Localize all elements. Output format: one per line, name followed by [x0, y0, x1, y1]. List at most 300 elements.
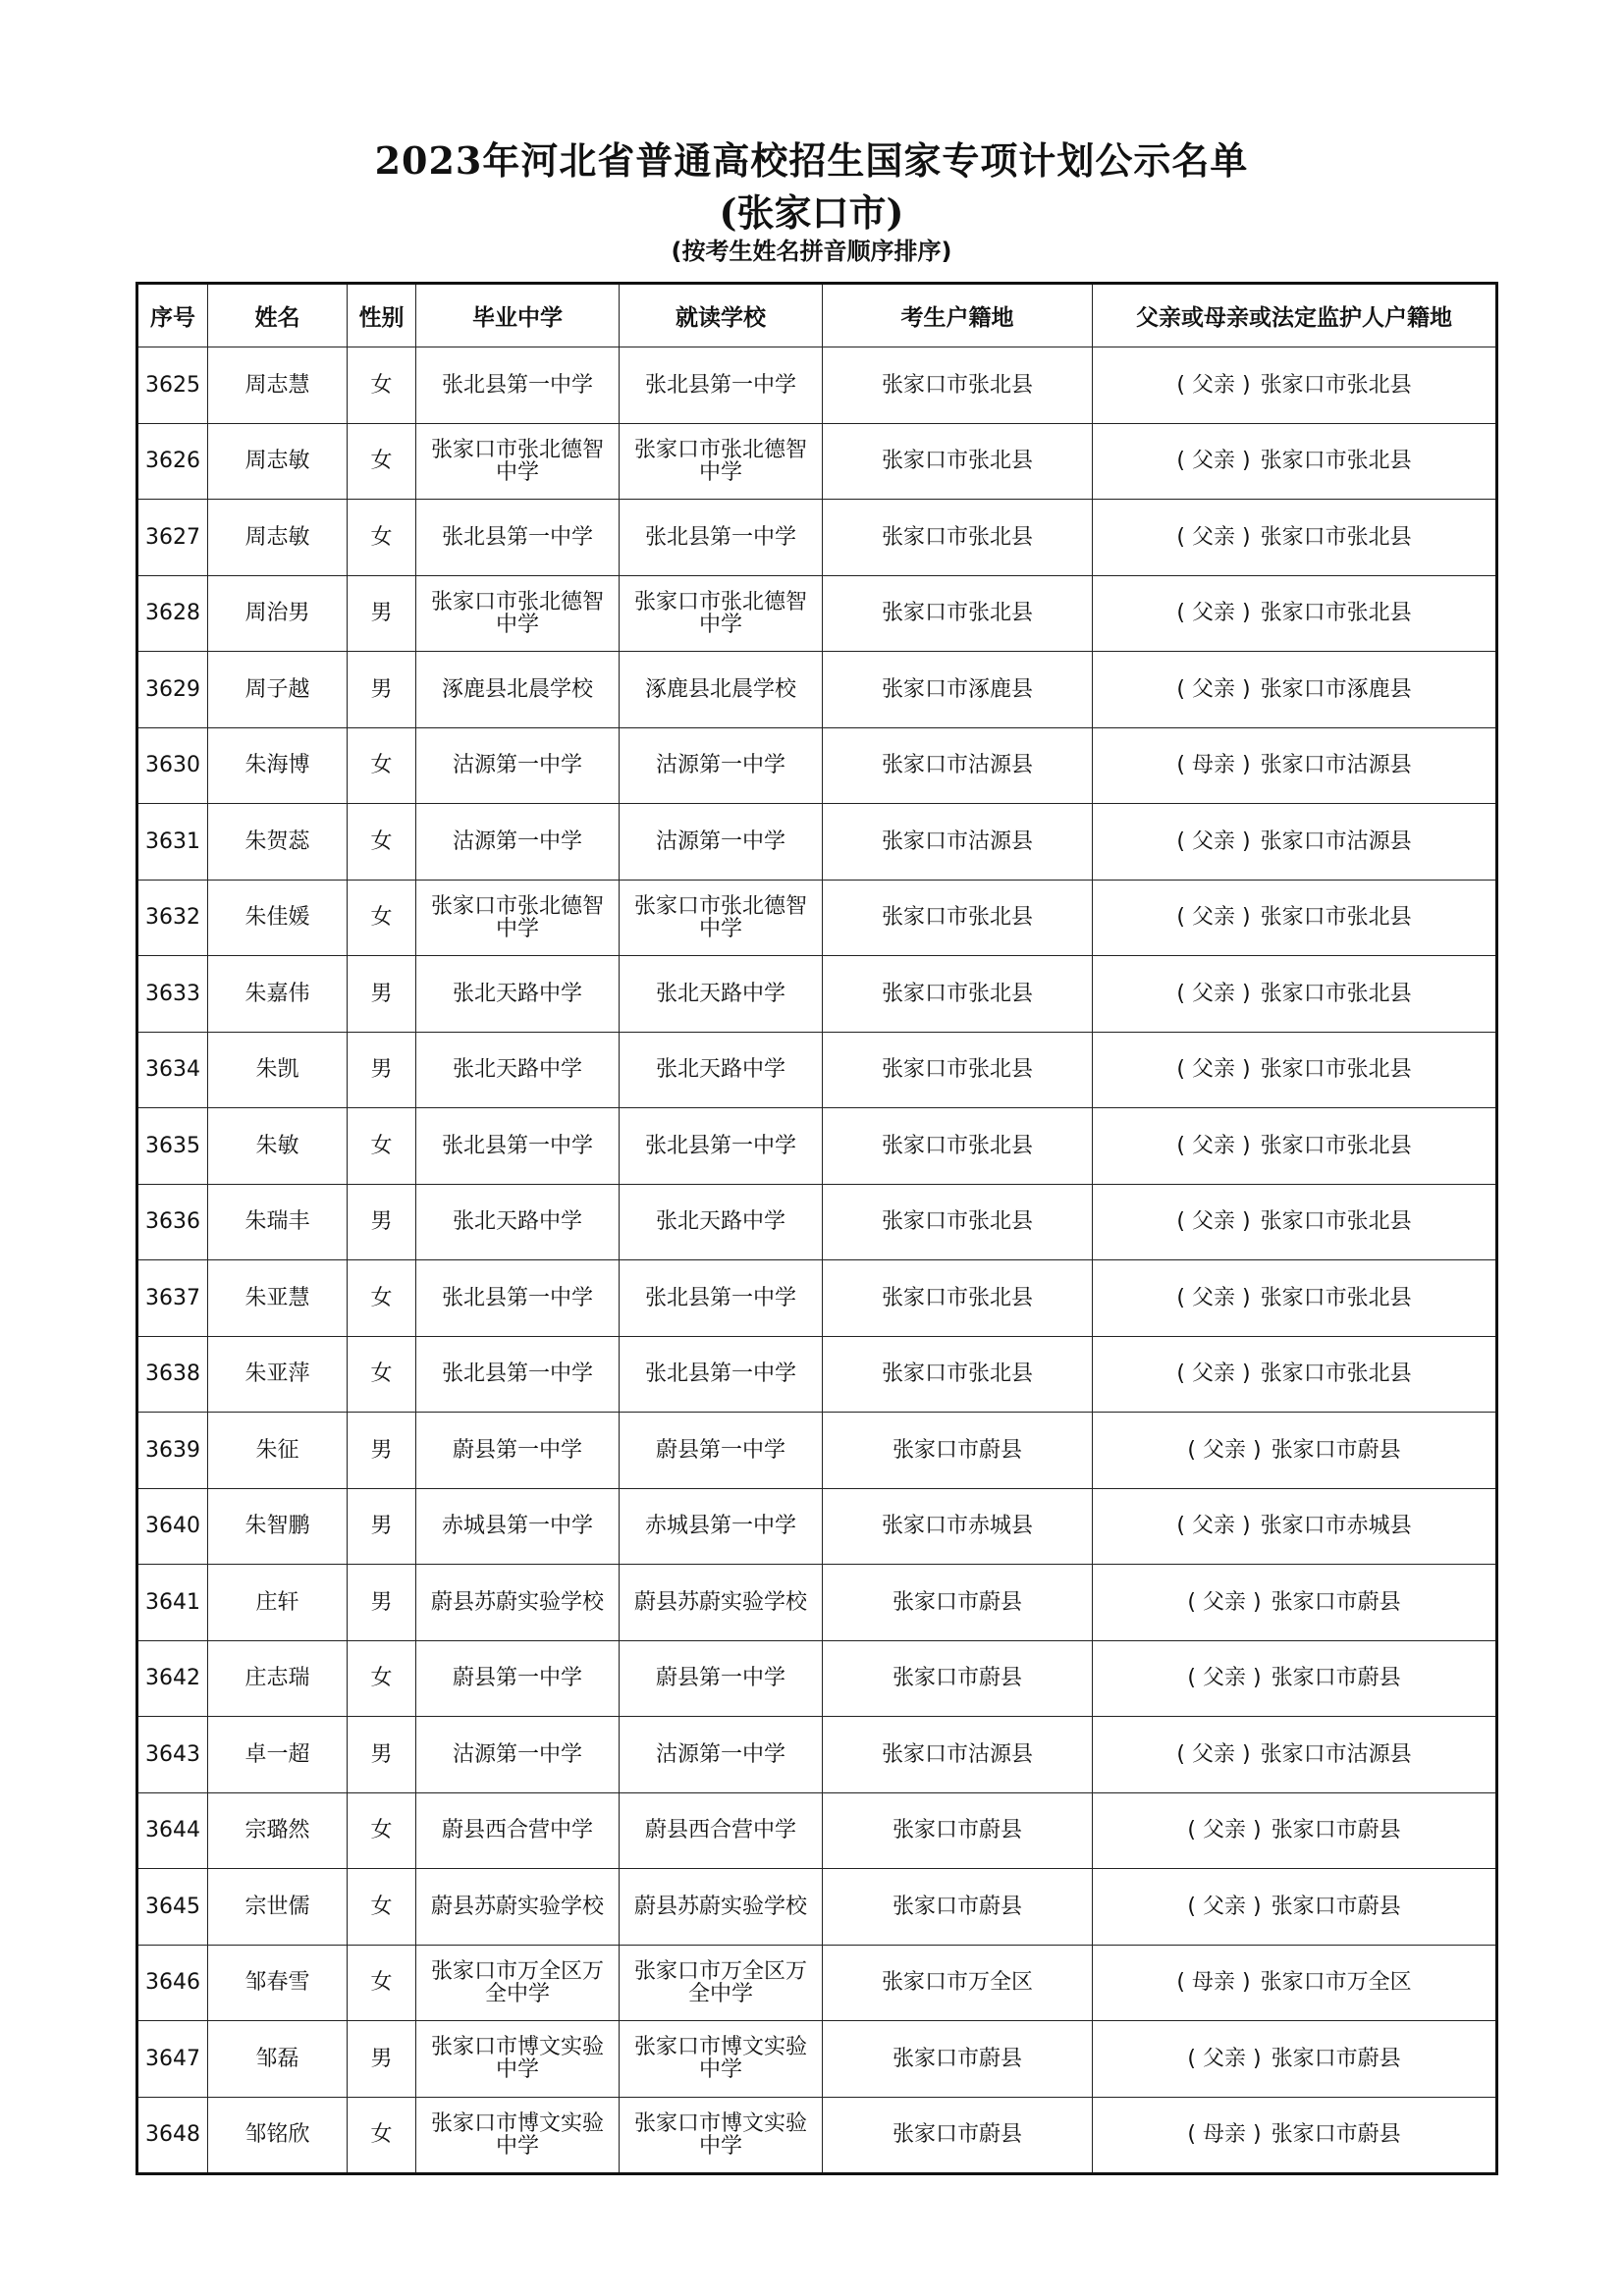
grad-school-cell-text: 张家口市张北德智中学 [430, 893, 604, 941]
gender-cell: 男 [348, 956, 416, 1033]
table-row [137, 1336, 1497, 1413]
current-school-cell-text: 沽源第一中学 [655, 753, 785, 778]
domicile-cell: 张家口市张北县 [823, 1108, 1093, 1185]
name-cell: 宗世儒 [208, 1869, 348, 1946]
grad-school-cell-text: 沽源第一中学 [452, 1741, 582, 1767]
guardian-domicile-cell [1093, 423, 1497, 500]
domicile-cell: 张家口市蔚县 [823, 1869, 1093, 1946]
name-cell: 庄轩 [208, 1565, 348, 1641]
table-row [137, 2021, 1497, 2098]
guardian-domicile-cell [1093, 1260, 1497, 1337]
name-cell: 朱瑞丰 [208, 1184, 348, 1260]
seq-cell: 3639 [137, 1413, 208, 1489]
current-school-cell [620, 1792, 823, 1869]
grad-school-cell-text: 张北天路中学 [452, 1209, 582, 1235]
name-cell: 卓一超 [208, 1717, 348, 1793]
name-cell: 朱海博 [208, 727, 348, 804]
guardian-domicile-cell [1093, 804, 1497, 881]
current-school-cell-text: 张家口市张北德智中学 [633, 589, 807, 637]
current-school-cell [620, 1184, 823, 1260]
table-row [137, 1260, 1497, 1337]
current-school-cell-text: 张北县第一中学 [644, 1133, 796, 1158]
name-cell: 朱敏 [208, 1108, 348, 1185]
domicile-cell: 张家口市张北县 [823, 423, 1093, 500]
domicile-cell: 张家口市蔚县 [823, 1792, 1093, 1869]
document-title: 2023年河北省普通高校招生国家专项计划公示名单 [374, 138, 1249, 183]
seq-cell: 3635 [137, 1108, 208, 1185]
grad-school-cell-text: 张北县第一中学 [441, 372, 593, 398]
name-cell: 朱凯 [208, 1032, 348, 1108]
grad-school-cell-text: 蔚县苏蔚实验学校 [430, 1894, 604, 1919]
current-school-cell [620, 575, 823, 652]
current-school-cell [620, 1869, 823, 1946]
gender-cell: 女 [348, 2097, 416, 2174]
grad-school-cell [416, 500, 620, 576]
seq-cell: 3638 [137, 1336, 208, 1413]
name-cell: 朱亚萍 [208, 1336, 348, 1413]
table-row [137, 956, 1497, 1033]
grad-school-cell [416, 1717, 620, 1793]
domicile-cell: 张家口市张北县 [823, 956, 1093, 1033]
grad-school-cell-text: 张北县第一中学 [441, 1362, 593, 1387]
guardian-relation: ( 父亲 ) [1176, 372, 1251, 398]
grad-school-cell [416, 1108, 620, 1185]
seq-cell: 3643 [137, 1717, 208, 1793]
grad-school-cell [416, 956, 620, 1033]
grad-school-cell [416, 1260, 620, 1337]
table-row [137, 2097, 1497, 2174]
name-cell: 朱智鹏 [208, 1488, 348, 1565]
guardian-domicile-cell [1093, 1184, 1497, 1260]
domicile-cell: 张家口市蔚县 [823, 2097, 1093, 2174]
current-school-cell [620, 1488, 823, 1565]
seq-cell: 3640 [137, 1488, 208, 1565]
table-row [137, 1717, 1497, 1793]
grad-school-cell [416, 1869, 620, 1946]
table-row [137, 347, 1497, 424]
gender-cell: 女 [348, 1945, 416, 2021]
header-name: 姓名 [208, 284, 348, 347]
guardian-place: 张家口市张北县 [1260, 981, 1412, 1006]
guardian-domicile-cell [1093, 652, 1497, 728]
seq-cell: 3627 [137, 500, 208, 576]
guardian-relation: ( 父亲 ) [1176, 1057, 1251, 1083]
current-school-cell [620, 2021, 823, 2098]
table-row [137, 575, 1497, 652]
current-school-cell-text: 涿鹿县北晨学校 [644, 676, 796, 702]
guardian-place: 张家口市张北县 [1260, 1133, 1412, 1158]
current-school-cell [620, 804, 823, 881]
guardian-relation: ( 父亲 ) [1176, 601, 1251, 626]
guardian-place: 张家口市沽源县 [1260, 828, 1412, 854]
guardian-place: 张家口市蔚县 [1271, 2046, 1401, 2071]
seq-cell: 3632 [137, 880, 208, 956]
guardian-relation: ( 父亲 ) [1176, 524, 1251, 550]
guardian-place: 张家口市蔚县 [1271, 1666, 1401, 1691]
guardian-domicile-cell [1093, 1869, 1497, 1946]
gender-cell: 男 [348, 1184, 416, 1260]
seq-cell: 3625 [137, 347, 208, 424]
name-cell: 邹春雪 [208, 1945, 348, 2021]
current-school-cell [620, 347, 823, 424]
gender-cell: 男 [348, 1413, 416, 1489]
table-row [137, 500, 1497, 576]
current-school-cell-text: 沽源第一中学 [655, 828, 785, 854]
grad-school-cell [416, 1640, 620, 1717]
table-row [137, 880, 1497, 956]
guardian-relation: ( 父亲 ) [1176, 1741, 1251, 1767]
current-school-cell-text: 赤城县第一中学 [644, 1514, 796, 1539]
grad-school-cell-text: 蔚县第一中学 [452, 1666, 582, 1691]
header-grad-school: 毕业中学 [416, 284, 620, 347]
table-row [137, 1945, 1497, 2021]
guardian-place: 张家口市张北县 [1260, 905, 1412, 931]
grad-school-cell [416, 1945, 620, 2021]
seq-cell: 3646 [137, 1945, 208, 2021]
guardian-place: 张家口市张北县 [1260, 524, 1412, 550]
current-school-cell [620, 1640, 823, 1717]
guardian-relation: ( 母亲 ) [1187, 2122, 1262, 2148]
seq-cell: 3641 [137, 1565, 208, 1641]
current-school-cell-text: 张北天路中学 [655, 1057, 785, 1083]
current-school-cell-text: 蔚县苏蔚实验学校 [633, 1894, 807, 1919]
current-school-cell [620, 1565, 823, 1641]
current-school-cell [620, 1032, 823, 1108]
table-row [137, 1869, 1497, 1946]
grad-school-cell [416, 880, 620, 956]
grad-school-cell [416, 1336, 620, 1413]
table-row [137, 652, 1497, 728]
table-row [137, 804, 1497, 881]
grad-school-cell-text: 张北天路中学 [452, 1057, 582, 1083]
current-school-cell-text: 蔚县苏蔚实验学校 [633, 1589, 807, 1615]
grad-school-cell-text: 张家口市博文实验中学 [430, 2110, 604, 2159]
guardian-place: 张家口市张北县 [1260, 372, 1412, 398]
table-row [137, 1488, 1497, 1565]
grad-school-cell-text: 张家口市博文实验中学 [430, 2035, 604, 2083]
gender-cell: 女 [348, 804, 416, 881]
guardian-relation: ( 母亲 ) [1176, 1970, 1251, 1996]
header-row [137, 284, 1497, 347]
guardian-place: 张家口市张北县 [1260, 449, 1412, 474]
guardian-relation: ( 父亲 ) [1187, 1894, 1262, 1919]
header-current-school: 就读学校 [620, 284, 823, 347]
current-school-cell-text: 张北县第一中学 [644, 1285, 796, 1310]
current-school-cell [620, 1336, 823, 1413]
current-school-cell [620, 2097, 823, 2174]
guardian-place: 张家口市张北县 [1260, 1362, 1412, 1387]
guardian-domicile-cell [1093, 956, 1497, 1033]
current-school-cell [620, 423, 823, 500]
grad-school-cell [416, 2097, 620, 2174]
table-row [137, 1413, 1497, 1489]
grad-school-cell-text: 张北县第一中学 [441, 1133, 593, 1158]
current-school-cell-text: 张家口市张北德智中学 [633, 437, 807, 485]
grad-school-cell-text: 张家口市万全区万全中学 [430, 1958, 604, 2006]
grad-school-cell-text: 张家口市张北德智中学 [430, 589, 604, 637]
name-cell: 朱佳媛 [208, 880, 348, 956]
guardian-place: 张家口市张北县 [1260, 1285, 1412, 1310]
grad-school-cell-text: 张北县第一中学 [441, 1285, 593, 1310]
guardian-relation: ( 父亲 ) [1187, 1666, 1262, 1691]
guardian-domicile-cell [1093, 1565, 1497, 1641]
gender-cell: 男 [348, 1717, 416, 1793]
header-seq: 序号 [137, 284, 208, 347]
current-school-cell-text: 张家口市万全区万全中学 [633, 1958, 807, 2006]
guardian-domicile-cell [1093, 1336, 1497, 1413]
guardian-place: 张家口市蔚县 [1271, 2122, 1401, 2148]
domicile-cell: 张家口市张北县 [823, 347, 1093, 424]
domicile-cell: 张家口市张北县 [823, 1184, 1093, 1260]
guardian-domicile-cell [1093, 1032, 1497, 1108]
guardian-domicile-cell [1093, 347, 1497, 424]
current-school-cell [620, 956, 823, 1033]
seq-cell: 3636 [137, 1184, 208, 1260]
table-row [137, 1108, 1497, 1185]
current-school-cell-text: 张家口市张北德智中学 [633, 893, 807, 941]
gender-cell: 男 [348, 575, 416, 652]
header-guardian-domicile: 父亲或母亲或法定监护人户籍地 [1093, 284, 1497, 347]
gender-cell: 女 [348, 347, 416, 424]
current-school-cell [620, 727, 823, 804]
current-school-cell [620, 652, 823, 728]
current-school-cell-text: 张北县第一中学 [644, 372, 796, 398]
domicile-cell: 张家口市万全区 [823, 1945, 1093, 2021]
grad-school-cell [416, 1565, 620, 1641]
guardian-relation: ( 母亲 ) [1176, 753, 1251, 778]
guardian-place: 张家口市万全区 [1260, 1970, 1412, 1996]
domicile-cell: 张家口市蔚县 [823, 1640, 1093, 1717]
seq-cell: 3645 [137, 1869, 208, 1946]
grad-school-cell-text: 沽源第一中学 [452, 828, 582, 854]
guardian-domicile-cell [1093, 1640, 1497, 1717]
current-school-cell [620, 1108, 823, 1185]
gender-cell: 男 [348, 652, 416, 728]
guardian-relation: ( 父亲 ) [1176, 1209, 1251, 1235]
current-school-cell-text: 蔚县第一中学 [655, 1437, 785, 1463]
table-row [137, 1640, 1497, 1717]
seq-cell: 3647 [137, 2021, 208, 2098]
name-cell: 周子越 [208, 652, 348, 728]
table-row [137, 1565, 1497, 1641]
domicile-cell: 张家口市张北县 [823, 500, 1093, 576]
guardian-domicile-cell [1093, 880, 1497, 956]
current-school-cell-text: 沽源第一中学 [655, 1741, 785, 1767]
gender-cell: 女 [348, 1640, 416, 1717]
grad-school-cell [416, 1184, 620, 1260]
name-cell: 朱征 [208, 1413, 348, 1489]
guardian-domicile-cell [1093, 2021, 1497, 2098]
domicile-cell: 张家口市张北县 [823, 1032, 1093, 1108]
table-row [137, 1184, 1497, 1260]
gender-cell: 女 [348, 727, 416, 804]
domicile-cell: 张家口市沽源县 [823, 804, 1093, 881]
grad-school-cell [416, 1413, 620, 1489]
name-cell: 朱嘉伟 [208, 956, 348, 1033]
domicile-cell: 张家口市张北县 [823, 575, 1093, 652]
guardian-relation: ( 父亲 ) [1176, 981, 1251, 1006]
guardian-domicile-cell [1093, 575, 1497, 652]
domicile-cell: 张家口市沽源县 [823, 1717, 1093, 1793]
grad-school-cell [416, 347, 620, 424]
guardian-place: 张家口市张北县 [1260, 1209, 1412, 1235]
guardian-domicile-cell [1093, 1108, 1497, 1185]
gender-cell: 女 [348, 1108, 416, 1185]
grad-school-cell-text: 张家口市张北德智中学 [430, 437, 604, 485]
grad-school-cell [416, 652, 620, 728]
gender-cell: 男 [348, 1032, 416, 1108]
table-row [137, 727, 1497, 804]
guardian-relation: ( 父亲 ) [1176, 905, 1251, 931]
guardian-domicile-cell [1093, 1413, 1497, 1489]
guardian-place: 张家口市张北县 [1260, 601, 1412, 626]
gender-cell: 男 [348, 1565, 416, 1641]
gender-cell: 男 [348, 1488, 416, 1565]
name-cell: 庄志瑞 [208, 1640, 348, 1717]
current-school-cell-text: 张家口市博文实验中学 [633, 2110, 807, 2159]
current-school-cell [620, 1260, 823, 1337]
table-row [137, 423, 1497, 500]
domicile-cell: 张家口市蔚县 [823, 1565, 1093, 1641]
table-body [137, 347, 1497, 2174]
grad-school-cell-text: 蔚县西合营中学 [441, 1818, 593, 1843]
grad-school-cell [416, 804, 620, 881]
name-cell: 宗璐然 [208, 1792, 348, 1869]
gender-cell: 女 [348, 423, 416, 500]
current-school-cell-text: 蔚县第一中学 [655, 1666, 785, 1691]
seq-cell: 3626 [137, 423, 208, 500]
guardian-relation: ( 父亲 ) [1176, 449, 1251, 474]
guardian-relation: ( 父亲 ) [1187, 1437, 1262, 1463]
seq-cell: 3644 [137, 1792, 208, 1869]
grad-school-cell [416, 1488, 620, 1565]
document-subtitle: (张家口市) [719, 190, 904, 235]
gender-cell: 女 [348, 1792, 416, 1869]
grad-school-cell [416, 727, 620, 804]
seq-cell: 3631 [137, 804, 208, 881]
name-cell: 周志慧 [208, 347, 348, 424]
guardian-domicile-cell [1093, 727, 1497, 804]
domicile-cell: 张家口市张北县 [823, 1336, 1093, 1413]
gender-cell: 女 [348, 1260, 416, 1337]
grad-school-cell [416, 1032, 620, 1108]
guardian-relation: ( 父亲 ) [1176, 1514, 1251, 1539]
seq-cell: 3629 [137, 652, 208, 728]
grad-school-cell [416, 423, 620, 500]
gender-cell: 女 [348, 1869, 416, 1946]
current-school-cell [620, 1717, 823, 1793]
guardian-place: 张家口市蔚县 [1271, 1894, 1401, 1919]
current-school-cell-text: 张北县第一中学 [644, 524, 796, 550]
guardian-domicile-cell [1093, 2097, 1497, 2174]
seq-cell: 3630 [137, 727, 208, 804]
gender-cell: 女 [348, 880, 416, 956]
current-school-cell [620, 1413, 823, 1489]
grad-school-cell [416, 2021, 620, 2098]
guardian-place: 张家口市赤城县 [1260, 1514, 1412, 1539]
domicile-cell: 张家口市蔚县 [823, 1413, 1093, 1489]
gender-cell: 女 [348, 500, 416, 576]
grad-school-cell-text: 沽源第一中学 [452, 753, 582, 778]
guardian-place: 张家口市蔚县 [1271, 1818, 1401, 1843]
guardian-relation: ( 父亲 ) [1187, 2046, 1262, 2071]
domicile-cell: 张家口市涿鹿县 [823, 652, 1093, 728]
gender-cell: 男 [348, 2021, 416, 2098]
current-school-cell-text: 张北天路中学 [655, 981, 785, 1006]
guardian-relation: ( 父亲 ) [1176, 1133, 1251, 1158]
grad-school-cell-text: 蔚县第一中学 [452, 1437, 582, 1463]
seq-cell: 3634 [137, 1032, 208, 1108]
domicile-cell: 张家口市赤城县 [823, 1488, 1093, 1565]
domicile-cell: 张家口市张北县 [823, 1260, 1093, 1337]
name-cell: 朱贺蕊 [208, 804, 348, 881]
seq-cell: 3642 [137, 1640, 208, 1717]
seq-cell: 3637 [137, 1260, 208, 1337]
guardian-relation: ( 父亲 ) [1176, 1362, 1251, 1387]
grad-school-cell-text: 张北县第一中学 [441, 524, 593, 550]
guardian-relation: ( 父亲 ) [1187, 1589, 1262, 1615]
grad-school-cell [416, 1792, 620, 1869]
guardian-domicile-cell [1093, 1488, 1497, 1565]
domicile-cell: 张家口市沽源县 [823, 727, 1093, 804]
seq-cell: 3628 [137, 575, 208, 652]
grad-school-cell [416, 575, 620, 652]
name-cell: 邹磊 [208, 2021, 348, 2098]
domicile-cell: 张家口市蔚县 [823, 2021, 1093, 2098]
gender-cell: 女 [348, 1336, 416, 1413]
domicile-cell: 张家口市张北县 [823, 880, 1093, 956]
grad-school-cell-text: 赤城县第一中学 [441, 1514, 593, 1539]
guardian-relation: ( 父亲 ) [1187, 1818, 1262, 1843]
roster-table [135, 282, 1498, 2175]
header-domicile: 考生户籍地 [823, 284, 1093, 347]
name-cell: 周志敏 [208, 423, 348, 500]
grad-school-cell-text: 张北天路中学 [452, 981, 582, 1006]
table-row [137, 1792, 1497, 1869]
guardian-relation: ( 父亲 ) [1176, 1285, 1251, 1310]
guardian-place: 张家口市张北县 [1260, 1057, 1412, 1083]
name-cell: 朱亚慧 [208, 1260, 348, 1337]
seq-cell: 3648 [137, 2097, 208, 2174]
grad-school-cell-text: 涿鹿县北晨学校 [441, 676, 593, 702]
current-school-cell-text: 张家口市博文实验中学 [633, 2035, 807, 2083]
current-school-cell-text: 蔚县西合营中学 [644, 1818, 796, 1843]
current-school-cell [620, 1945, 823, 2021]
guardian-place: 张家口市蔚县 [1271, 1589, 1401, 1615]
guardian-domicile-cell [1093, 1717, 1497, 1793]
guardian-place: 张家口市涿鹿县 [1260, 676, 1412, 702]
guardian-relation: ( 父亲 ) [1176, 676, 1251, 702]
name-cell: 周志敏 [208, 500, 348, 576]
current-school-cell [620, 500, 823, 576]
guardian-place: 张家口市沽源县 [1260, 753, 1412, 778]
guardian-domicile-cell [1093, 1945, 1497, 2021]
guardian-relation: ( 父亲 ) [1176, 828, 1251, 854]
guardian-place: 张家口市蔚县 [1271, 1437, 1401, 1463]
guardian-domicile-cell [1093, 1792, 1497, 1869]
sort-note: (按考生姓名拼音顺序排序) [671, 238, 952, 265]
name-cell: 邹铭欣 [208, 2097, 348, 2174]
name-cell: 周治男 [208, 575, 348, 652]
header-gender: 性别 [348, 284, 416, 347]
current-school-cell-text: 张北县第一中学 [644, 1362, 796, 1387]
table-row [137, 1032, 1497, 1108]
table-header [137, 284, 1497, 347]
grad-school-cell-text: 蔚县苏蔚实验学校 [430, 1589, 604, 1615]
seq-cell: 3633 [137, 956, 208, 1033]
current-school-cell [620, 880, 823, 956]
current-school-cell-text: 张北天路中学 [655, 1209, 785, 1235]
